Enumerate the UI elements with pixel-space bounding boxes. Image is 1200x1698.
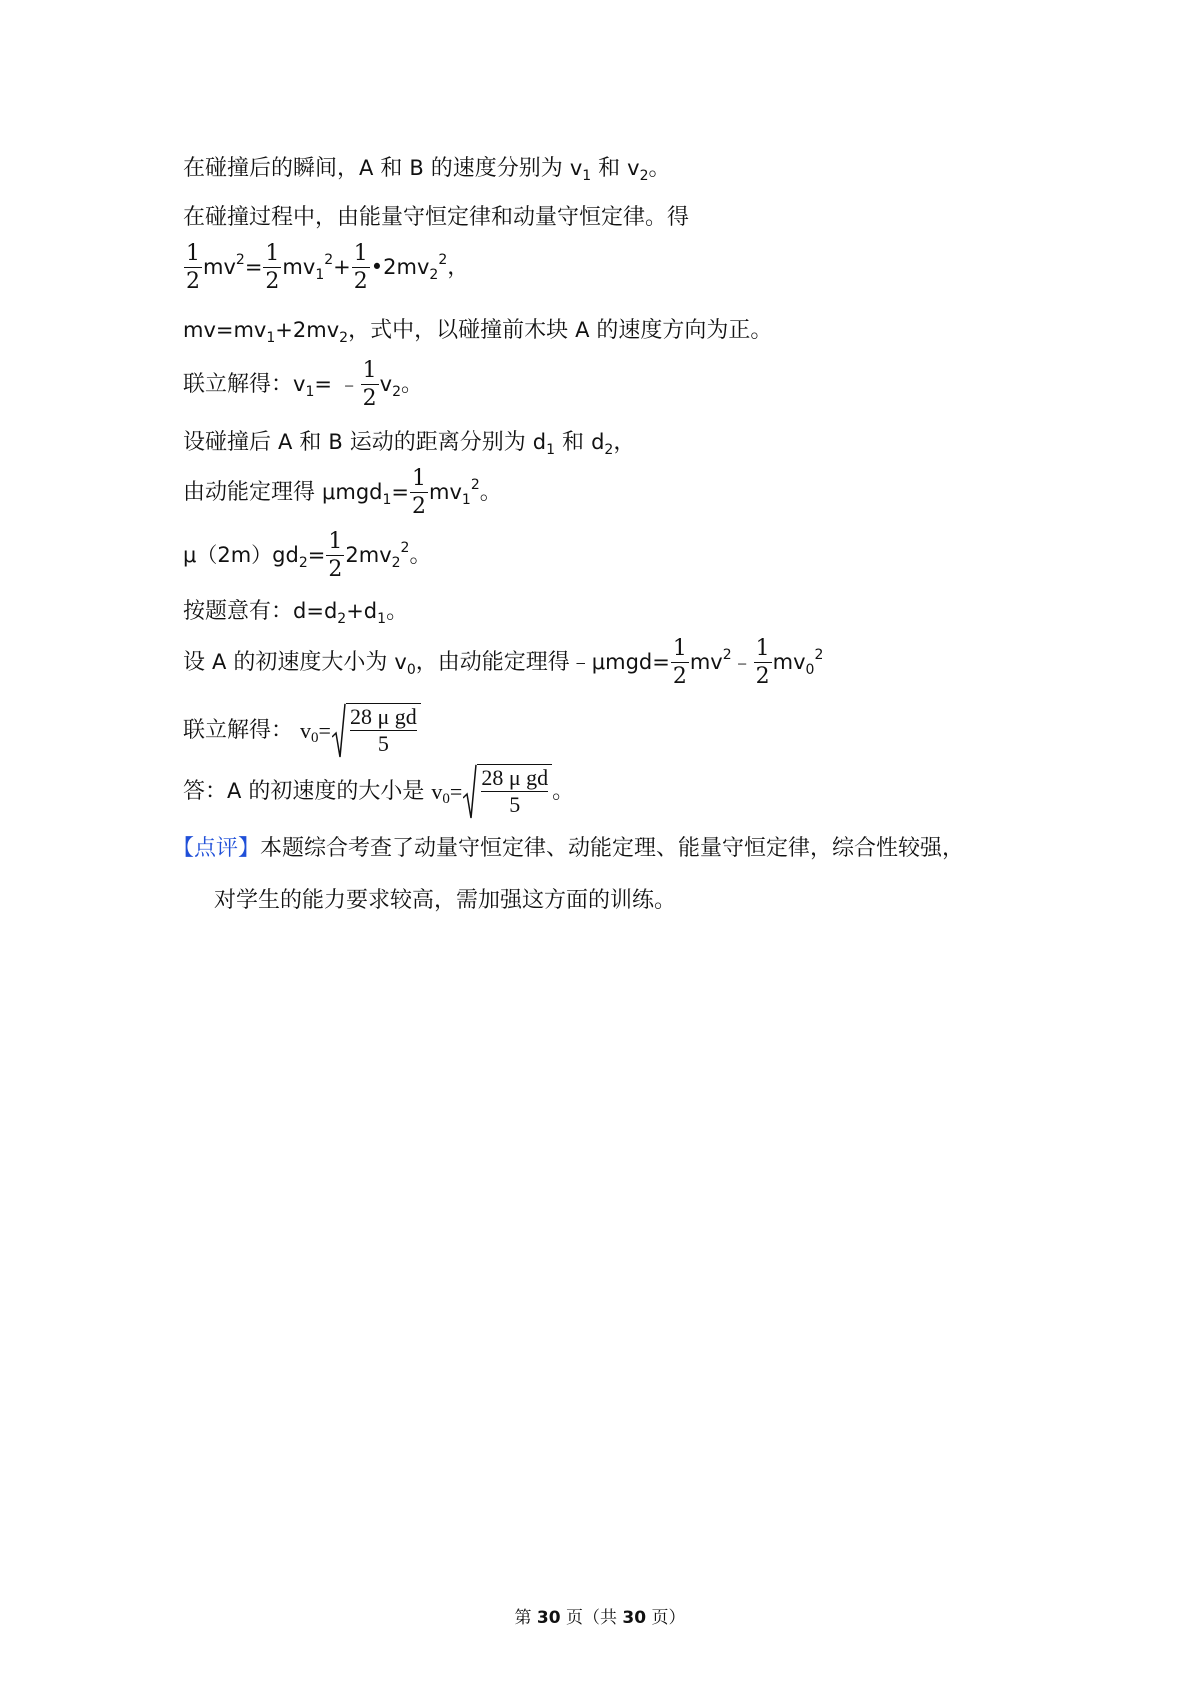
fraction: $\frac{1}{2}$ bbox=[186, 241, 200, 294]
superscript: 2 bbox=[814, 647, 824, 663]
text: 。 bbox=[386, 599, 409, 624]
text: B bbox=[328, 430, 343, 454]
text: 。 bbox=[401, 372, 424, 397]
text: mv=mv bbox=[183, 318, 267, 342]
page-footer: 第 30 页（共 30 页） bbox=[514, 1608, 686, 1628]
text: ﹣ bbox=[731, 650, 753, 674]
fraction: $\frac{1}{2}$ bbox=[265, 241, 280, 294]
text: 。 bbox=[479, 480, 502, 505]
text: mv bbox=[282, 255, 316, 279]
text: A bbox=[212, 650, 227, 674]
text: 。 bbox=[552, 779, 575, 804]
subscript: 1 bbox=[546, 442, 556, 458]
v0-formula: $v_0=$ 28 μ gd 5 bbox=[300, 703, 421, 759]
text: d bbox=[532, 430, 547, 454]
line-5-solution-v1 bbox=[183, 360, 423, 410]
text: 2mv bbox=[345, 543, 392, 567]
line-9 bbox=[183, 599, 409, 627]
text: 。 bbox=[648, 156, 671, 181]
text: = bbox=[307, 543, 326, 567]
text: 的速度分别为 bbox=[423, 156, 570, 181]
superscript: 2 bbox=[470, 477, 480, 493]
fraction: $\frac{1}{2}$ bbox=[353, 241, 368, 294]
text: μmgd= bbox=[591, 650, 670, 674]
text: +2mv bbox=[275, 318, 340, 342]
subscript: 2 bbox=[639, 168, 649, 184]
text: 运动的距离分别为 bbox=[342, 430, 533, 455]
text: 。 bbox=[409, 543, 432, 568]
text: 的初速度大小为 bbox=[226, 650, 395, 675]
text: v bbox=[569, 156, 583, 180]
review-text: 对学生的能力要求较高，需加强这方面的训练。 bbox=[214, 888, 677, 913]
review-text: 本题综合考查了动量守恒定律、动能定理、能量守恒定律，综合性较强， bbox=[260, 836, 965, 861]
subscript: 1 bbox=[382, 492, 392, 508]
text: v bbox=[293, 372, 306, 396]
subscript: 1 bbox=[305, 384, 315, 400]
text: A bbox=[575, 318, 590, 342]
v0-formula: $v_0=$ 28 μ gd 5 bbox=[431, 764, 552, 820]
subscript: 2 bbox=[429, 267, 439, 283]
text: ， bbox=[447, 255, 470, 280]
subscript: 2 bbox=[337, 611, 347, 627]
text: mv bbox=[203, 255, 236, 279]
text: 和 bbox=[591, 156, 628, 181]
text: B bbox=[409, 156, 424, 180]
line-3-energy-equation bbox=[183, 243, 469, 293]
text: = bbox=[391, 480, 410, 504]
line-6 bbox=[183, 430, 636, 458]
text: A bbox=[359, 156, 374, 180]
review-tag: 【点评】 bbox=[172, 836, 261, 861]
sqrt-icon: 28 μ gd 5 bbox=[332, 703, 421, 759]
text: = ﹣ bbox=[314, 372, 360, 396]
text: 在碰撞后的瞬间， bbox=[183, 156, 360, 181]
text: +d bbox=[346, 599, 378, 623]
text: = bbox=[244, 255, 263, 279]
line-10-initial-velocity bbox=[183, 638, 823, 688]
text: 和 bbox=[555, 430, 592, 455]
superscript: 2 bbox=[722, 647, 732, 663]
text: μ（2m）gd bbox=[183, 543, 299, 567]
fraction: $\frac{1}{2}$ bbox=[672, 636, 687, 689]
text: mv bbox=[772, 650, 806, 674]
text: ，式中，以碰撞前木块 bbox=[348, 318, 576, 343]
subscript: 1 bbox=[582, 168, 592, 184]
superscript: 2 bbox=[235, 252, 245, 268]
subscript: 0 bbox=[406, 662, 416, 678]
fraction: $\frac{1}{2}$ bbox=[328, 529, 343, 582]
text: 的速度方向为正。 bbox=[589, 318, 773, 343]
text: mv bbox=[429, 480, 462, 504]
subscript: 2 bbox=[604, 442, 614, 458]
subscript: 1 bbox=[315, 267, 325, 283]
total-pages: 30 bbox=[622, 1608, 647, 1628]
line-2 bbox=[183, 207, 689, 229]
fraction: $\frac{1}{2}$ bbox=[362, 358, 377, 411]
text: 联立解得： bbox=[183, 372, 294, 397]
text: + bbox=[333, 255, 351, 279]
line-8-kinetic-energy-b bbox=[183, 531, 431, 581]
line-11-result bbox=[183, 703, 421, 759]
subscript: 1 bbox=[266, 330, 276, 346]
superscript: 2 bbox=[400, 540, 410, 556]
subscript: 0 bbox=[805, 662, 815, 678]
text: 在碰撞过程中，由能量守恒定律和动量守恒定律。得 bbox=[183, 205, 690, 230]
text: d bbox=[591, 430, 605, 454]
subscript: 2 bbox=[392, 384, 402, 400]
text: A bbox=[278, 430, 293, 454]
sqrt-icon: 28 μ gd 5 bbox=[463, 764, 552, 820]
subscript: 2 bbox=[391, 555, 401, 571]
text: v bbox=[627, 156, 640, 180]
line-1 bbox=[183, 156, 671, 184]
text: •2mv bbox=[370, 255, 430, 279]
text: 设 bbox=[183, 650, 212, 675]
current-page-number: 30 bbox=[536, 1608, 561, 1628]
text: 的初速度的大小是 bbox=[241, 779, 425, 804]
text: 设碰撞后 bbox=[183, 430, 278, 455]
superscript: 2 bbox=[324, 252, 334, 268]
text: v bbox=[394, 650, 407, 674]
subscript: 1 bbox=[377, 611, 387, 627]
text: v bbox=[379, 372, 393, 396]
review-line-1 bbox=[172, 838, 964, 860]
line-4-momentum-equation bbox=[183, 318, 773, 346]
text: 和 bbox=[373, 156, 410, 181]
fraction: $\frac{1}{2}$ bbox=[755, 636, 770, 689]
text: A bbox=[227, 779, 242, 803]
subscript: 1 bbox=[461, 492, 471, 508]
line-12-answer bbox=[183, 764, 574, 820]
review-line-2 bbox=[214, 890, 676, 912]
text: 按题意有： bbox=[183, 599, 294, 624]
fraction: $\frac{1}{2}$ bbox=[412, 466, 427, 519]
text: mv bbox=[689, 650, 723, 674]
text: 和 bbox=[292, 430, 329, 455]
line-7-kinetic-energy-a bbox=[183, 468, 502, 518]
text: d=d bbox=[293, 599, 338, 623]
text: ，由动能定理得﹣ bbox=[415, 650, 592, 675]
text: 由动能定理得 bbox=[183, 480, 322, 505]
text: ， bbox=[613, 430, 636, 455]
subscript: 2 bbox=[339, 330, 349, 346]
text: 答： bbox=[183, 779, 228, 804]
text: 联立解得： bbox=[183, 718, 294, 743]
text: μmgd bbox=[322, 480, 383, 504]
superscript: 2 bbox=[438, 252, 448, 268]
subscript: 2 bbox=[298, 555, 308, 571]
